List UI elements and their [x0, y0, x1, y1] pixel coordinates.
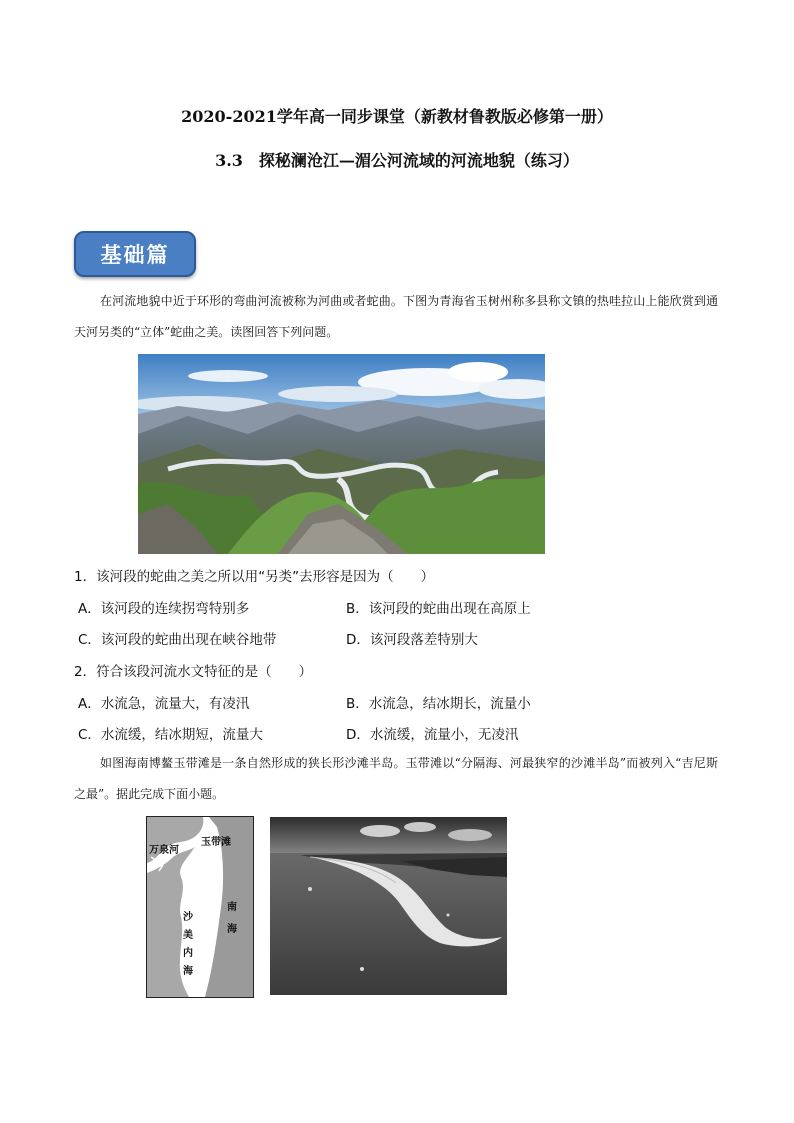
question-1-stem: 1．该河段的蛇曲之美之所以用“另类”去形容是因为（ ）: [74, 569, 435, 585]
question-2-option-c[interactable]: C．水流缓，结冰期短，流量大: [78, 727, 263, 743]
map-label-nanhai: 南海: [227, 902, 237, 935]
yudaitan-map: [146, 816, 254, 998]
document-title: 2020-2021学年高一同步课堂（新教材鲁教版必修第一册）: [181, 107, 613, 126]
intro-paragraph-2: 如图海南博鳌玉带滩是一条自然形成的狭长形沙滩半岛。玉带滩以“分隔海、河最狭窄的沙滩半岛”而被列入“吉尼斯之最”。据此完成下面小题。: [74, 756, 718, 801]
question-1-option-b[interactable]: B．该河段的蛇曲出现在高原上: [346, 601, 531, 617]
question-2-option-a[interactable]: A．水流急，流量大，有凌汛: [78, 696, 250, 712]
question-1-option-c[interactable]: C．该河段的蛇曲出现在峡谷地带: [78, 632, 277, 648]
intro-paragraph-1: 在河流地貌中近于环形的弯曲河流被称为河曲或者蛇曲。下图为青海省玉树州称多县称文镇的热哇拉山上能欣赏到通天河另类的“立体”蛇曲之美。读图回答下列问题。: [74, 294, 718, 339]
map-label-wanquanhe: 万泉河: [149, 845, 179, 856]
question-2-stem: 2．符合该段河流水文特征的是（ ）: [74, 664, 313, 680]
question-1-option-a[interactable]: A．该河段的连续拐弯特别多: [78, 601, 250, 617]
map-label-shamei: 沙美内海: [183, 912, 193, 977]
question-1-option-d[interactable]: D．该河段落差特别大: [346, 632, 478, 648]
question-2-option-d[interactable]: D．水流缓，流量小，无凌汛: [346, 727, 519, 743]
question-2-option-b[interactable]: B．水流急，结冰期长，流量小: [346, 696, 531, 712]
section-badge: 基础篇: [74, 231, 196, 277]
meander-river-photo: [138, 354, 545, 554]
map-label-yudaitan: 玉带滩: [201, 837, 231, 848]
document-subtitle: 3.3 探秘澜沧江—湄公河流域的河流地貌（练习）: [215, 151, 579, 170]
yudaitan-photo: [270, 817, 507, 995]
